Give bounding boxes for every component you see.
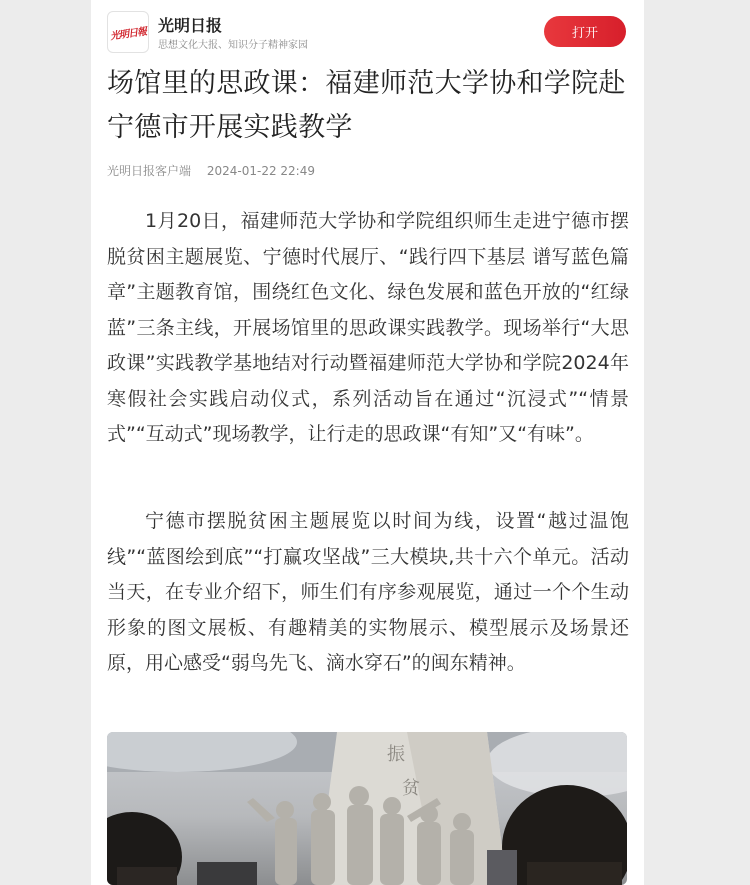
- logo-text: 光明日報: [109, 26, 147, 42]
- app-banner: [91, 0, 644, 62]
- exhibition-photo[interactable]: [107, 732, 627, 885]
- svg-text:振: 振: [387, 744, 405, 765]
- article-meta: [107, 162, 315, 179]
- exhibition-sculpture-photo-icon: [107, 732, 627, 885]
- article-title: 场馆里的思政课：福建师范大学协和学院赴宁德市开展实践教学: [107, 68, 626, 143]
- article-source: 光明日报客户端: [107, 164, 192, 178]
- svg-text:贫: 贫: [402, 778, 420, 799]
- article-datetime: 2024-01-22 22:49: [206, 164, 315, 178]
- brand-name: 光明日报: [158, 16, 223, 35]
- article-paragraph: 1月20日，福建师范大学协和学院组织师生走进宁德市摆脱贫困主题展览、宁德时代展厅、“践行四下基层 谱写蓝色篇章”主题教育馆，围绕红色文化、绿色发展和蓝色开放的“红绿蓝”三条主线，开展场馆里的思政课实践教学。现场举行“大思政课”实践教学基地结对行动暨福建师范大学协和学院2024年寒假社会实践启动仪式，系列活动旨在通过“沉浸式”“情景式”“互动式”现场教学，让行走的思政课“有知”又“有味”。: [107, 210, 629, 445]
- article-paragraph: 宁德市摆脱贫困主题展览以时间为线，设置“越过温饱线”“蓝图绘到底”“打赢攻坚战”三大模块,共十六个单元。活动当天，在专业介绍下，师生们有序参观展览，通过一个个生动形象的图文展板、有趣精美的实物展示、模型展示及场景还原，用心感受“弱鸟先飞、滴水穿石”的闽东精神。: [107, 510, 629, 674]
- open-app-button[interactable]: 打开: [544, 16, 626, 47]
- guangming-daily-logo: [107, 11, 149, 53]
- brand-slogan: 思想文化大报、知识分子精神家园: [158, 40, 308, 51]
- article-page: [91, 0, 644, 885]
